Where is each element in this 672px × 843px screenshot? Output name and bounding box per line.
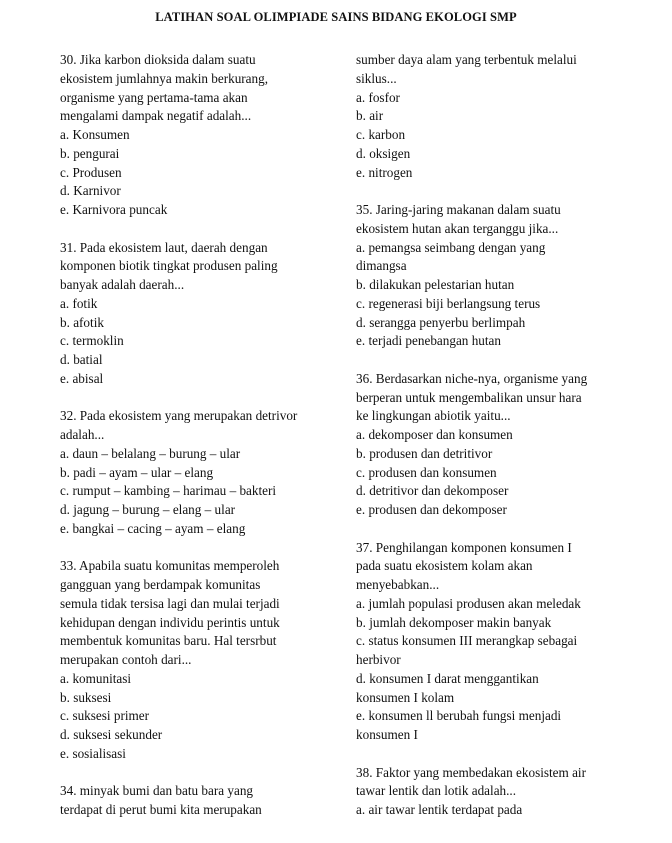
question-text-line: komponen biotik tingkat produsen paling <box>60 258 278 274</box>
question-36 <box>356 370 618 520</box>
page-title: LATIHAN SOAL OLIMPIADE SAINS BIDANG EKOLOGI SMP <box>155 10 517 24</box>
answer-option: c. Produsen <box>60 164 122 180</box>
question-34 <box>60 782 330 820</box>
answer-option: e. sosialisasi <box>60 745 126 761</box>
question-text-line: adalah... <box>60 427 105 442</box>
question-31 <box>60 239 330 389</box>
answer-option: dimangsa <box>356 258 407 274</box>
answer-option: a. Konsumen <box>60 127 130 142</box>
answer-option: konsumen I kolam <box>356 689 455 705</box>
question-text-line: kehidupan dengan individu perintis untuk <box>60 614 280 630</box>
answer-option: a. komunitasi <box>60 670 132 686</box>
answer-option: a. jumlah populasi produsen akan meledak <box>356 595 581 611</box>
question-text-line: 37. Penghilangan komponen konsumen I <box>356 539 572 555</box>
answer-option: d. serangga penyerbu berlimpah <box>356 314 526 330</box>
question-spacer <box>60 389 330 408</box>
question-text-line: ekosistem jumlahnya makin berkurang, <box>60 70 269 86</box>
question-text-line: siklus... <box>356 70 397 86</box>
answer-option: e. produsen dan dekomposer <box>356 502 507 517</box>
answer-option: d. batial <box>60 352 103 367</box>
answer-option: e. bangkai – cacing – ayam – elang <box>60 520 246 536</box>
question-33 <box>60 557 330 763</box>
answer-option: a. pemangsa seimbang dengan yang <box>356 239 546 255</box>
answer-option: c. karbon <box>356 127 406 142</box>
question-spacer <box>60 539 330 558</box>
question-text-line: pada suatu ekosistem kolam akan <box>356 558 533 574</box>
answer-option: konsumen I <box>356 727 418 742</box>
answer-option: c. status konsumen III merangkap sebagai <box>356 633 578 649</box>
answer-option: c. regenerasi biji berlangsung terus <box>356 295 541 311</box>
answer-option: b. dilakukan pelestarian hutan <box>356 277 515 292</box>
question-text-line: 30. Jika karbon dioksida dalam suatu <box>60 52 256 67</box>
answer-option: a. air tawar lentik terdapat pada <box>356 802 523 817</box>
question-text-line: merupakan contoh dari... <box>60 652 192 667</box>
question-text-line: menyebabkan... <box>356 577 440 592</box>
question-30 <box>60 51 330 220</box>
answer-option: d. jagung – burung – elang – ular <box>60 502 236 517</box>
answer-option: b. jumlah dekomposer makin banyak <box>356 614 552 630</box>
answer-option: e. nitrogen <box>356 164 413 180</box>
question-text-line: 36. Berdasarkan niche-nya, organisme yang <box>356 370 588 386</box>
answer-option: e. konsumen ll berubah fungsi menjadi <box>356 708 562 724</box>
question-text-line: banyak adalah daerah... <box>60 277 185 292</box>
question-text-line: tawar lentik dan lotik adalah... <box>356 783 517 799</box>
question-text-line: 32. Pada ekosistem yang merupakan detrivor <box>60 408 298 424</box>
question-text-line: 31. Pada ekosistem laut, daerah dengan <box>60 239 268 255</box>
question-spacer <box>356 520 618 539</box>
answer-option: a. fosfor <box>356 89 400 105</box>
answer-option: b. suksesi <box>60 689 112 705</box>
answer-option: b. air <box>356 108 384 124</box>
answer-option: a. daun – belalang – burung – ular <box>60 445 241 461</box>
question-text-line: 34. minyak bumi dan batu bara yang <box>60 783 254 799</box>
answer-option: b. afotik <box>60 314 104 330</box>
question-text-line: organisme yang pertama-tama akan <box>60 89 248 105</box>
answer-option: d. Karnivor <box>60 183 121 199</box>
question-text-line: 33. Apabila suatu komunitas memperoleh <box>60 558 280 574</box>
question-35 <box>356 201 618 351</box>
right-column <box>356 51 618 820</box>
question-text-line: membentuk komunitas baru. Hal tersrbut <box>60 633 277 649</box>
answer-option: b. pengurai <box>60 145 120 161</box>
question-text-line: mengalami dampak negatif adalah... <box>60 108 252 124</box>
answer-option: e. terjadi penebangan hutan <box>356 333 501 349</box>
question-text-line: 38. Faktor yang membedakan ekosistem air <box>356 764 586 780</box>
answer-option: d. oksigen <box>356 145 411 161</box>
question-spacer <box>356 182 618 201</box>
answer-option: a. dekomposer dan konsumen <box>356 427 513 442</box>
answer-option: c. rumput – kambing – harimau – bakteri <box>60 483 277 499</box>
question-38 <box>356 764 618 820</box>
answer-option: herbivor <box>356 652 401 667</box>
question-text-line: gangguan yang berdampak komunitas <box>60 577 261 592</box>
question-text-line: terdapat di perut bumi kita merupakan <box>60 802 262 817</box>
answer-option: b. padi – ayam – ular – elang <box>60 464 214 480</box>
answer-option: d. suksesi sekunder <box>60 727 163 742</box>
question-text-line: ke lingkungan abiotik yaitu... <box>356 408 511 424</box>
answer-option: c. termoklin <box>60 333 124 349</box>
question-spacer <box>356 745 618 764</box>
answer-option: b. produsen dan detritivor <box>356 445 493 461</box>
question-37 <box>356 539 618 745</box>
left-column <box>60 51 330 820</box>
question-spacer <box>60 220 330 239</box>
answer-option: e. Karnivora puncak <box>60 202 168 217</box>
answer-option: a. fotik <box>60 295 98 311</box>
answer-option: e. abisal <box>60 370 104 386</box>
answer-option: d. konsumen I darat menggantikan <box>356 670 539 686</box>
question-text-line: semula tidak tersisa lagi dan mulai terjadi <box>60 595 280 611</box>
question-text-line: berperan untuk mengembalikan unsur hara <box>356 389 582 405</box>
answer-option: d. detritivor dan dekomposer <box>356 483 509 499</box>
answer-option: c. suksesi primer <box>60 708 149 724</box>
question-text-line: 35. Jaring-jaring makanan dalam suatu <box>356 202 561 217</box>
answer-option: c. produsen dan konsumen <box>356 464 497 480</box>
question-spacer <box>60 764 330 783</box>
question-spacer <box>356 351 618 370</box>
question-34-cont <box>356 51 618 182</box>
question-32 <box>60 407 330 538</box>
question-text-line: sumber daya alam yang terbentuk melalui <box>356 52 577 67</box>
question-text-line: ekosistem hutan akan terganggu jika... <box>356 220 559 236</box>
